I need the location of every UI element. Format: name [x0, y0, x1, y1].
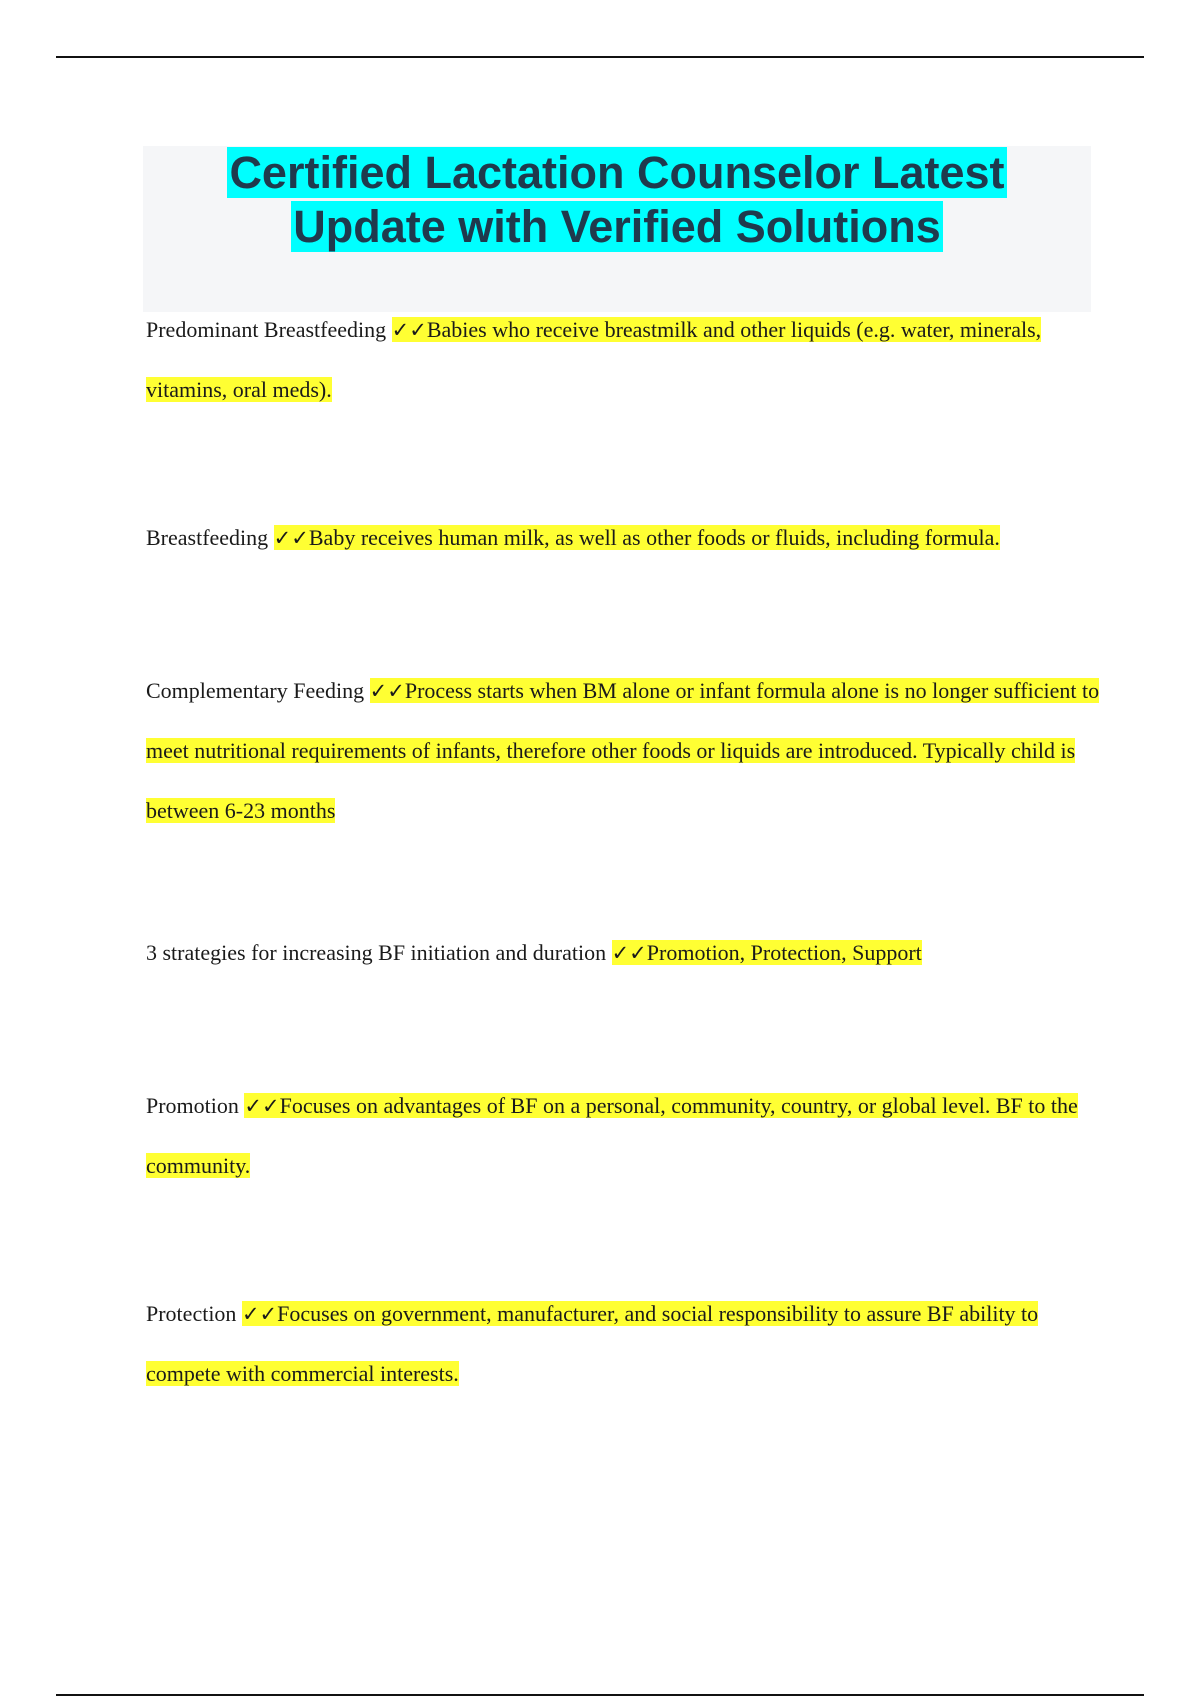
title-line-2: Update with Verified Solutions [293, 201, 941, 252]
entry-term: Predominant Breastfeeding [146, 317, 387, 342]
qa-entry [146, 1284, 1106, 1404]
qa-entry [146, 661, 1106, 841]
qa-entry [146, 508, 1106, 568]
check-icon: ✓✓ [369, 679, 405, 703]
bottom-rule [56, 1694, 1144, 1696]
entry-answer: Process starts when BM alone or infant formula alone is no longer sufficient to meet nutritional requirements of infants, therefore other foods or liquids are introduced. Typically child is between 6-23 months [146, 678, 1100, 823]
check-icon: ✓✓ [391, 318, 427, 342]
entry-term: 3 strategies for increasing BF initiation and duration [146, 940, 607, 965]
qa-entry [146, 1076, 1106, 1196]
top-rule [56, 56, 1144, 58]
qa-entry [146, 300, 1106, 420]
check-icon: ✓✓ [241, 1302, 278, 1326]
check-icon: ✓✓ [611, 941, 647, 965]
check-icon: ✓✓ [244, 1094, 280, 1118]
entry-term: Breastfeeding [146, 525, 269, 550]
title-block [143, 146, 1091, 312]
check-icon: ✓✓ [273, 526, 309, 550]
qa-entry [146, 923, 1106, 983]
entry-answer: Promotion, Protection, Support [646, 940, 922, 965]
entry-answer: Focuses on government, manufacturer, and social responsibility to assure BF ability to compete with commercial interests. [146, 1301, 1039, 1386]
entry-term: Protection [146, 1301, 237, 1326]
entry-term: Promotion [146, 1093, 239, 1118]
page-title [143, 146, 1091, 254]
entry-term: Complementary Feeding [146, 678, 365, 703]
entry-answer: Focuses on advantages of BF on a personal, community, country, or global level. BF to the community. [146, 1093, 1078, 1178]
entry-answer: Baby receives human milk, as well as other foods or fluids, including formula. [308, 525, 1000, 550]
entry-answer: Babies who receive breastmilk and other liquids (e.g. water, minerals, vitamins, oral meds). [146, 317, 1042, 402]
title-line-1: Certified Lactation Counselor Latest [229, 147, 1005, 198]
